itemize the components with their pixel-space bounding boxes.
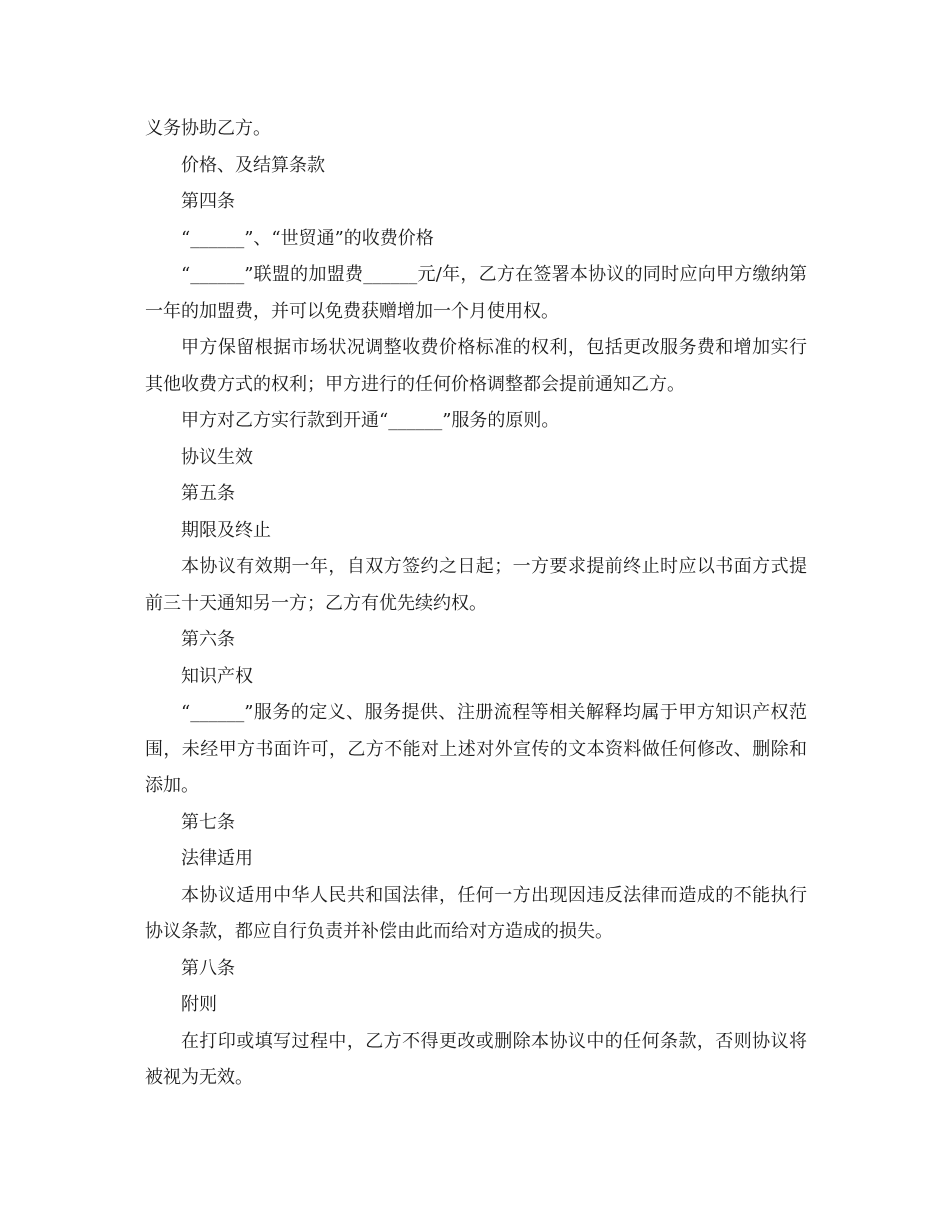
paragraph-ip: “______”服务的定义、服务提供、注册流程等相关解释均属于甲方知识产权范围，未经甲方书面许可，乙方不能对上述对外宣传的文本资料做任何修改、删除和添加。 — [145, 702, 807, 796]
paragraph-continuation: 义务协助乙方。 — [145, 118, 271, 139]
article-number-5: 第五条 — [181, 483, 235, 504]
article-title-law: 法律适用 — [181, 848, 253, 869]
article-title-ip: 知识产权 — [181, 665, 253, 687]
paragraph-membership-fee: “______”联盟的加盟费______元/年，乙方在签署本协议的同时应向甲方缴纳第一年的加盟费，并可以免费获赠增加一个月使用权。 — [145, 264, 807, 322]
paragraph-payment-principle: 甲方对乙方实行款到开通“______”服务的原则。 — [181, 410, 560, 431]
article-number-6: 第六条 — [181, 629, 235, 650]
paragraph-term: 本协议有效期一年，自双方签约之日起；一方要求提前终止时应以书面方式提前三十天通知另一方；乙方有优先续约权。 — [145, 556, 807, 614]
article-number-7: 第七条 — [181, 811, 235, 833]
article-number-8: 第八条 — [181, 957, 235, 979]
paragraph-law: 本协议适用中华人民共和国法律，任何一方出现因违反法律而造成的不能执行协议条款，都应自行负责并补偿由此而给对方造成的损失。 — [145, 884, 807, 942]
article-title-term: 期限及终止 — [181, 519, 271, 541]
article-title-fee: “______”、“世贸通”的收费价格 — [181, 227, 434, 249]
article-title-supplementary: 附则 — [181, 994, 217, 1015]
paragraph-price-adjustment: 甲方保留根据市场状况调整收费价格标准的权利，包括更改服务费和增加实行其他收费方式的权利；甲方进行的任何价格调整都会提前通知乙方。 — [145, 337, 807, 395]
section-heading-pricing: 价格、及结算条款 — [181, 154, 325, 176]
article-number-4: 第四条 — [181, 191, 235, 212]
document-body — [145, 111, 807, 1097]
paragraph-supplementary: 在打印或填写过程中，乙方不得更改或删除本协议中的任何条款，否则协议将被视为无效。 — [145, 1030, 807, 1088]
section-heading-effect: 协议生效 — [181, 446, 253, 468]
